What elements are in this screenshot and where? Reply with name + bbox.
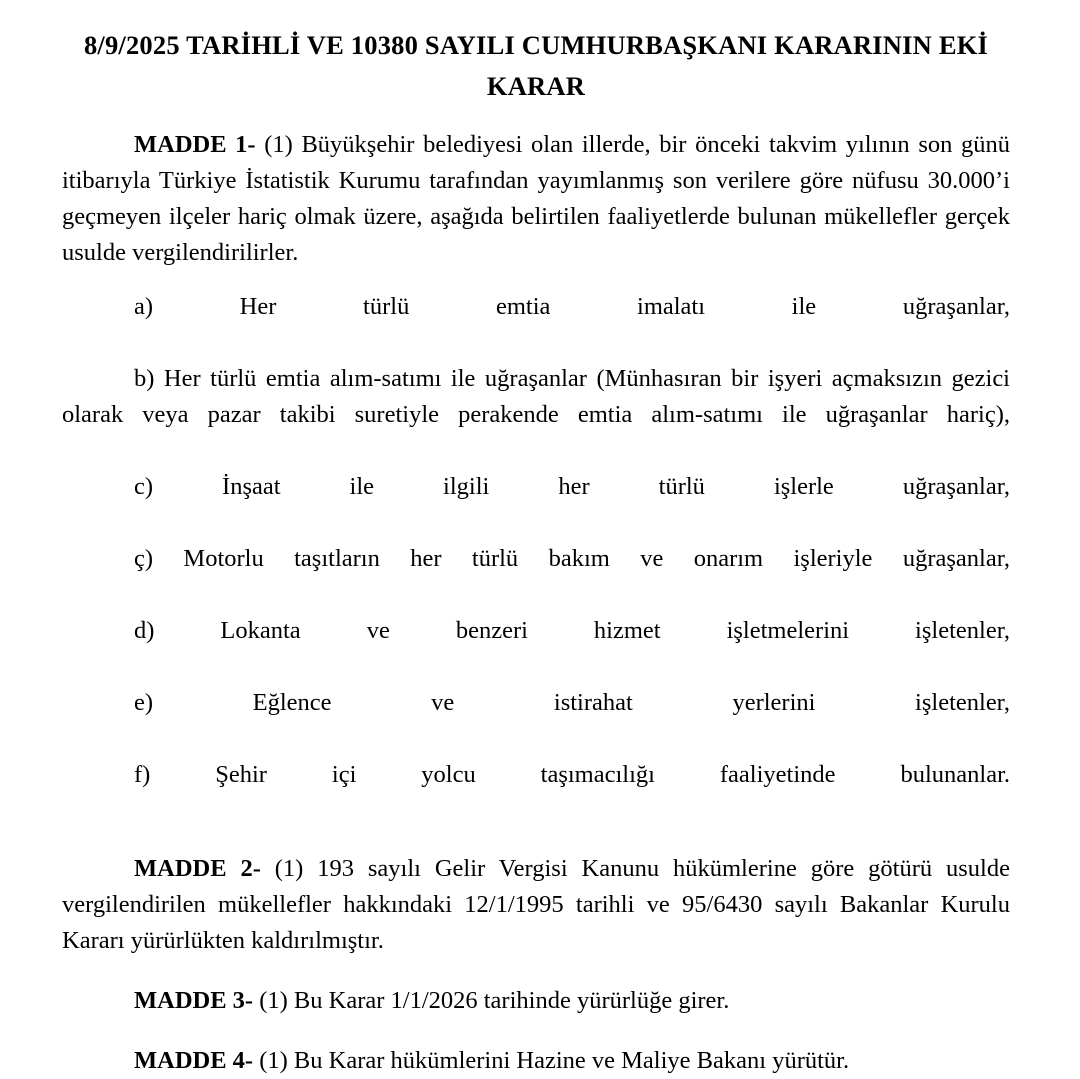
article-4-paragraph [62, 1043, 1010, 1079]
page-title [62, 26, 1010, 105]
list-item: c) İnşaat ile ilgili her türlü işlerle uğraşanlar, [134, 473, 1010, 500]
page-title-line-1: 8/9/2025 TARİHLİ VE 10380 SAYILI CUMHURBAŞKANI KARARININ EKİ [83, 30, 989, 60]
page-title-line-2: KARAR [486, 71, 586, 101]
article-4-label: MADDE 4- [134, 1047, 254, 1074]
document-body [62, 26, 1010, 1079]
list-item: d) Lokanta ve benzeri hizmet işletmelerini işletenler, [134, 617, 1010, 644]
article-2-label: MADDE 2- [134, 855, 261, 882]
article-3-paragraph [62, 983, 1010, 1019]
list-item: ç) Motorlu taşıtların her türlü bakım ve onarım işleriyle uğraşanlar, [134, 545, 1010, 572]
article-1-text: (1) Büyükşehir belediyesi olan illerde, bir önceki takvim yılının son günü itibarıyla Türkiye İstatistik Kurumu tarafından yayımlanmış son verilere göre nüfusu 30.000’i geçmeyen ilçeler hariç olmak üzere, aşağıda belirtilen faaliyetlerde bulunan mükellefler gerçek usulde vergilendirilirler. [62, 131, 1010, 266]
list-item: a) Her türlü emtia imalatı ile uğraşanlar, [134, 293, 1010, 320]
list-item: b) Her türlü emtia alım-satımı ile uğraşanlar (Münhasıran bir işyeri açmaksızın gezici olarak veya pazar takibi suretiyle perakende emtia alım-satımı ile uğraşanlar hariç), [62, 365, 1010, 428]
article-1-label: MADDE 1- [134, 131, 256, 158]
article-2-text: (1) 193 sayılı Gelir Vergisi Kanunu hükümlerine göre götürü usulde vergilendirilen mükellefler hakkındaki 12/1/1995 tarihli ve 95/6430 sayılı Bakanlar Kurulu Kararı yürürlükten kaldırılmıştır. [62, 855, 1010, 954]
article-3-label: MADDE 3- [134, 987, 254, 1014]
article-4-text: (1) Bu Karar hükümlerini Hazine ve Maliye Bakanı yürütür. [253, 1047, 850, 1074]
list-item: e) Eğlence ve istirahat yerlerini işletenler, [134, 689, 1010, 716]
list-item: f) Şehir içi yolcu taşımacılığı faaliyetinde bulunanlar. [134, 761, 1010, 788]
article-2-paragraph [62, 851, 1010, 959]
article-1-paragraph [62, 127, 1010, 271]
activity-list [62, 289, 1010, 829]
article-3-text: (1) Bu Karar 1/1/2026 tarihinde yürürlüğe girer. [253, 987, 730, 1014]
